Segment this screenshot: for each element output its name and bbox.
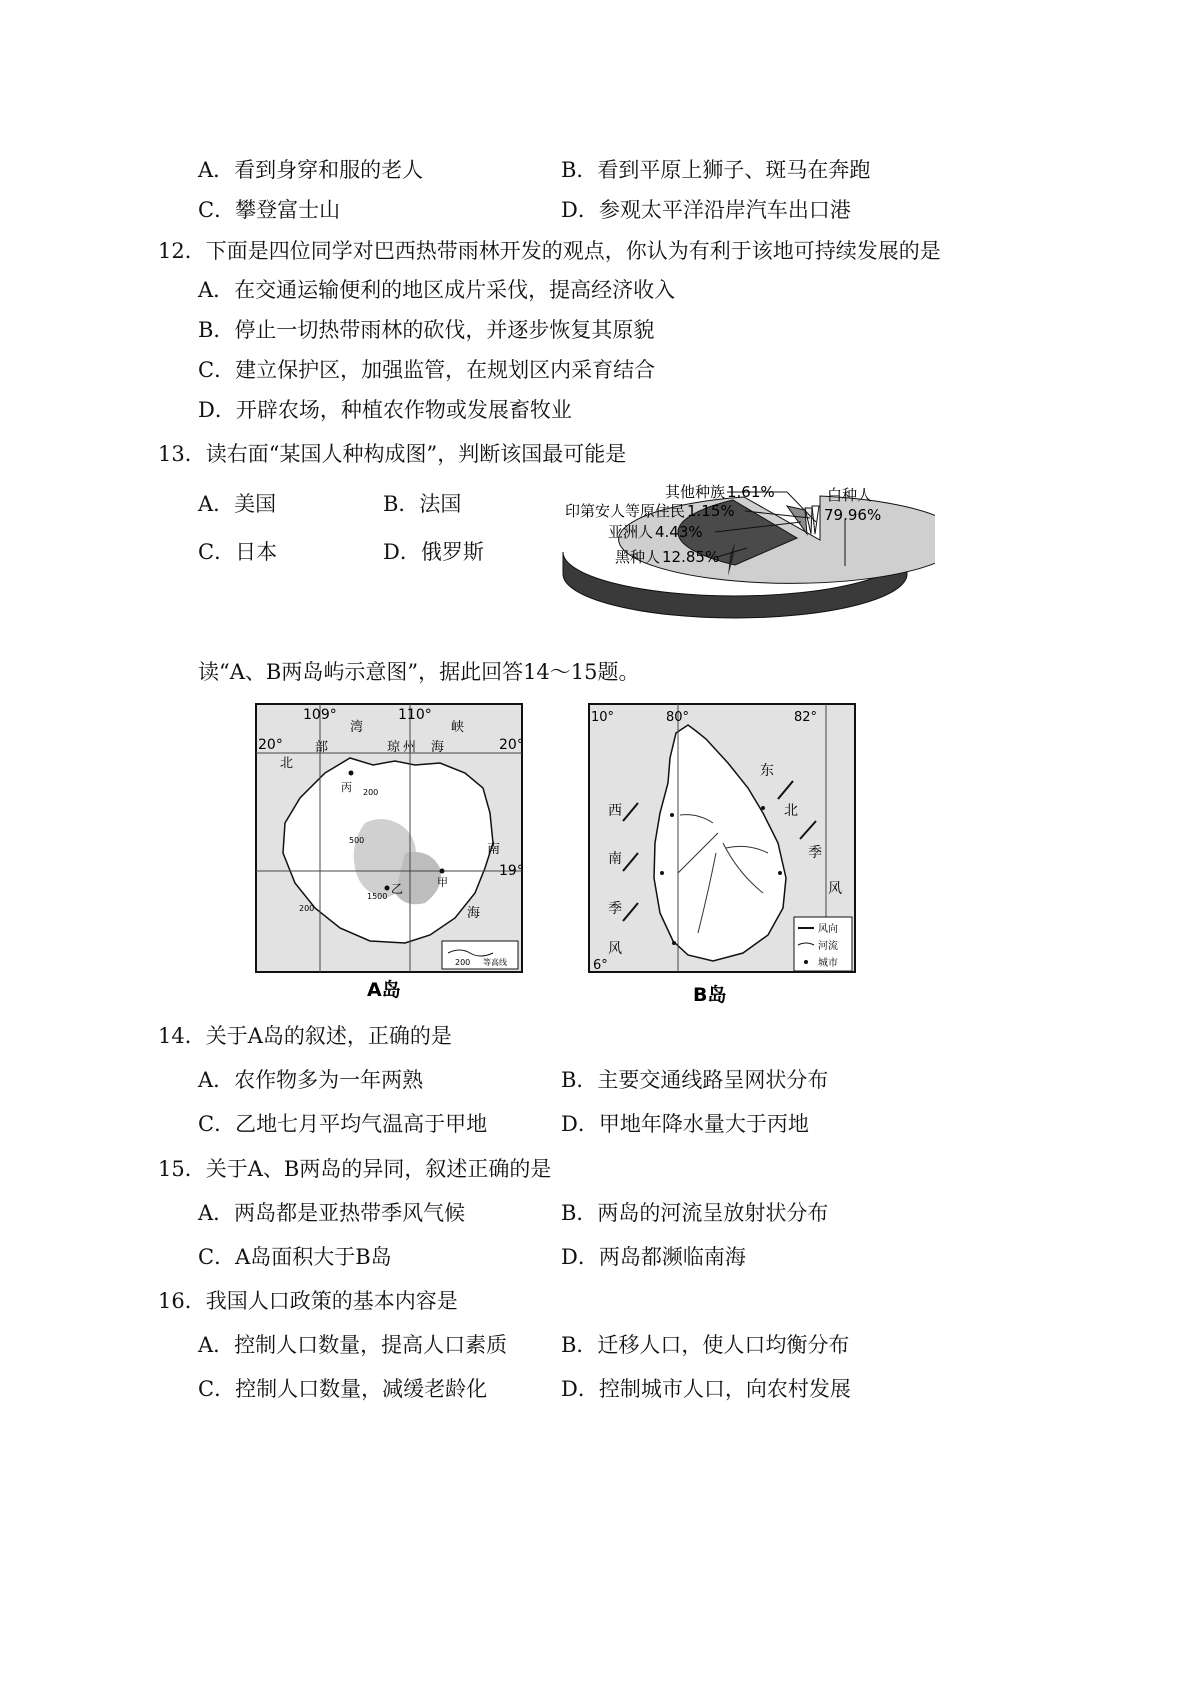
map-a-legend-value: 200 (455, 958, 471, 967)
q16-option-c: C．控制人口数量，减缓老龄化 (198, 1377, 488, 1401)
city-3 (672, 941, 676, 945)
place-yi: 乙 (391, 882, 404, 896)
place-bing: 丙 (341, 781, 352, 794)
city-5 (778, 871, 782, 875)
map-a-sea-1: 南 (487, 842, 501, 857)
q11-option-d: D．参观太平洋沿岸汽车出口港 (561, 198, 851, 222)
ne-monsoon-char-2: 北 (784, 803, 798, 819)
q15-stem: 15．关于A、B两岛的异同，叙述正确的是 (158, 1157, 552, 1181)
label-native-value: 1.15% (687, 502, 735, 520)
q11-option-c: C．攀登富士山 (198, 198, 341, 222)
map-b-caption: B岛 (693, 984, 727, 1006)
map-a-strait-1: 琼 (387, 740, 401, 755)
q15-option-d: D．两岛都濒临南海 (561, 1245, 746, 1269)
label-white: 白种人 (827, 486, 873, 504)
label-white-value: 79.96% (824, 506, 882, 524)
ne-monsoon-char-1: 东 (760, 763, 774, 779)
q15-option-a: A．两岛都是亚热带季风气候 (198, 1201, 466, 1225)
place-bing-dot (349, 771, 354, 776)
q15-option-b: B．两岛的河流呈放射状分布 (561, 1201, 829, 1225)
q13-option-b: B．法国 (383, 492, 462, 516)
q15-option-c: C．A岛面积大于B岛 (198, 1245, 392, 1269)
label-other-value: 1.61% (727, 483, 775, 501)
place-jia: 甲 (437, 876, 448, 889)
sw-monsoon-char-4: 风 (608, 941, 622, 957)
race-composition-pie-chart (535, 470, 935, 620)
q14-stem: 14．关于A岛的叙述，正确的是 (158, 1024, 452, 1048)
contour-label-2: 500 (349, 836, 365, 845)
map-a-bay-char-1: 湾 (350, 720, 364, 735)
map-a-lon-109: 109° (303, 707, 337, 723)
q12-stem: 12．下面是四位同学对巴西热带雨林开发的观点，你认为有利于该地可持续发展的是 (158, 239, 941, 263)
intro-14-15: 读“A、B两岛屿示意图”，据此回答14～15题。 (198, 660, 640, 684)
label-asian: 亚洲人 (607, 523, 653, 541)
q13-option-a: A．美国 (198, 492, 277, 516)
map-a-lon-110: 110° (398, 707, 432, 723)
q13-option-c: C．日本 (198, 540, 278, 564)
q12-option-c: C．建立保护区，加强监管，在规划区内采育结合 (198, 358, 656, 382)
map-b-lat-6: 6° (593, 958, 608, 973)
q16-option-a: A．控制人口数量，提高人口素质 (198, 1333, 508, 1357)
sw-monsoon-char-1: 西 (608, 803, 622, 819)
map-b-lon-82: 82° (794, 710, 818, 725)
map-b-lon-80: 80° (666, 710, 690, 725)
map-a-caption: A岛 (367, 979, 401, 1001)
city-1 (670, 813, 674, 817)
map-a-lat-20-right: 20° (499, 737, 524, 753)
q14-option-a: A．农作物多为一年两熟 (198, 1068, 424, 1092)
label-black: 黑种人 (614, 548, 660, 566)
map-a-bay-char-3: 北 (280, 756, 294, 771)
label-other: 其他种族 (664, 483, 725, 501)
q12-option-a: A．在交通运输便利的地区成片采伐，提高经济收入 (198, 278, 676, 302)
q12-option-b: B．停止一切热带雨林的砍伐，并逐步恢复其原貌 (198, 318, 655, 342)
q11-option-b: B．看到平原上狮子、斑马在奔跑 (561, 158, 871, 182)
map-a-sea-2: 海 (467, 906, 481, 921)
q13-stem: 13．读右面“某国人种构成图”，判断该国最可能是 (158, 442, 627, 466)
q16-option-d: D．控制城市人口，向农村发展 (561, 1377, 851, 1401)
place-jia-dot (440, 869, 445, 874)
q14-option-d: D．甲地年降水量大于丙地 (561, 1112, 809, 1136)
q13-option-d: D．俄罗斯 (383, 540, 484, 564)
q11-option-a: A．看到身穿和服的老人 (198, 158, 424, 182)
map-a-lat-19: 19° (499, 863, 524, 879)
sw-monsoon-char-2: 南 (608, 851, 622, 867)
contour-label-4: 200 (299, 904, 315, 913)
q12-option-d: D．开辟农场，种植农作物或发展畜牧业 (198, 398, 572, 422)
map-a-island (255, 703, 525, 1003)
map-b-lat-10: 10° (591, 710, 615, 725)
label-native: 印第安人等原住民 (564, 502, 685, 520)
map-a-strait-3: 海 (431, 740, 445, 755)
contour-label-3: 1500 (367, 892, 388, 901)
city-2 (660, 871, 664, 875)
legend-city-symbol (804, 960, 808, 964)
map-a-bay-char-2: 部 (315, 740, 329, 755)
map-b-island (588, 703, 858, 1008)
map-a-strait-4: 峡 (451, 720, 465, 735)
map-a-lat-20-left: 20° (258, 737, 283, 753)
label-black-value: 12.85% (662, 548, 720, 566)
q16-option-b: B．迁移人口，使人口均衡分布 (561, 1333, 850, 1357)
legend-wind: 风向 (818, 924, 838, 935)
ne-monsoon-char-4: 风 (828, 881, 842, 897)
place-yi-dot (385, 886, 390, 891)
contour-label-1: 200 (363, 788, 379, 797)
legend-city: 城市 (818, 958, 838, 969)
label-asian-value: 4.43% (655, 523, 703, 541)
pie-slice-other (812, 506, 819, 534)
map-a-strait-2: 州 (403, 740, 417, 755)
q16-stem: 16．我国人口政策的基本内容是 (158, 1289, 458, 1313)
q14-option-b: B．主要交通线路呈网状分布 (561, 1068, 829, 1092)
ne-monsoon-char-3: 季 (808, 845, 822, 861)
sw-monsoon-char-3: 季 (608, 901, 622, 917)
city-4 (761, 806, 765, 810)
map-a-legend-label: 等高线 (483, 958, 507, 967)
legend-river: 河流 (818, 941, 838, 952)
q14-option-c: C．乙地七月平均气温高于甲地 (198, 1112, 488, 1136)
